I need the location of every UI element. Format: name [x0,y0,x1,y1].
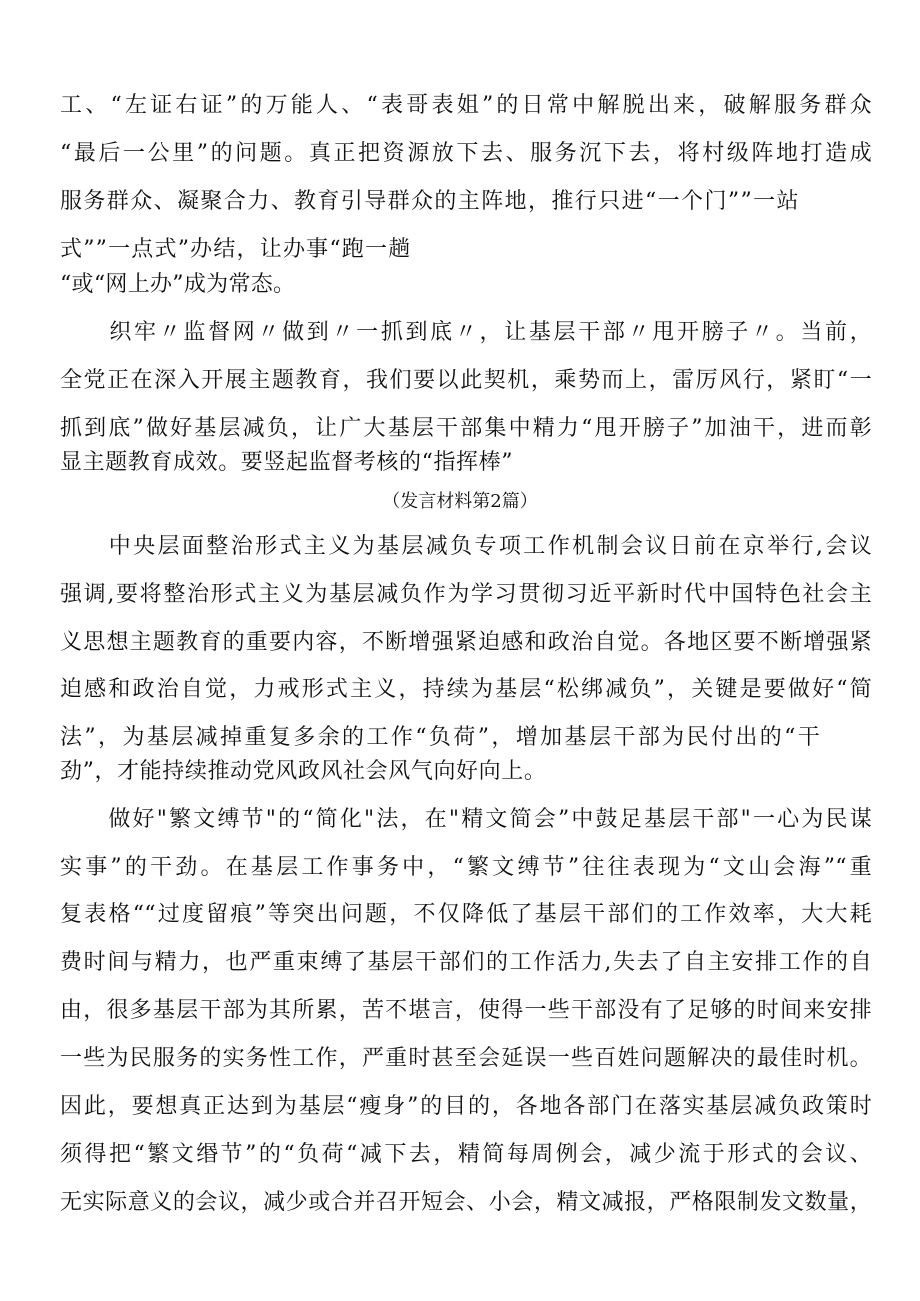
text-line: 由，很多基层干部为其所累，苦不堪言，使得一些干部没有了足够的时间来安排 [60,998,872,1023]
text-line: 全党正在深入开展主题教育，我们要以此契机，乘势而上，雷厉风行，紧盯“一 [60,368,872,393]
text-line: 显主题教育成效。要竖起监督考核的“指挥棒” [60,450,514,475]
section-caption: （发言材料第2篇） [382,491,538,512]
text-line: 须得把“繁文缗节”的“负荷“减下去，精简每周例会，减少流于形式的会议、 [60,1142,872,1167]
text-line: 义思想主题教育的重要内容，不断增强紧迫感和政治自觉。各地区要不断增强紧 [60,630,872,655]
text-line: “最后一公里”的问题。真正把资源放下去、服务沉下去，将村级阵地打造成 [60,141,872,166]
text-line: 因此，要想真正达到为基层“瘦身”的目的，各地各部门在落实基层减负政策时 [60,1094,872,1119]
text-line: “或“网上办”成为常态。 [60,272,296,297]
text-line: 实事”的干劲。在基层工作事务中，“繁文缚节”往往表现为“文山会海”“重 [60,855,872,880]
text-line: 无实际意义的会议，减少或合并召开短会、小会，精文减报，严格限制发文数量， [60,1190,872,1215]
text-line: 工、“左证右证”的万能人、“表哥表姐”的日常中解脱出来，破解服务群众 [60,93,872,118]
text-line: 织牢〃监督网〃做到〃一抓到底〃，让基层干部〃甩开膀子〃。当前， [60,320,872,345]
text-line: 强调,要将整治形式主义为基层减负作为学习贯彻习近平新时代中国特色社会主 [60,582,872,607]
text-line: 复表格““过度留痕”等突出问题，不仅降低了基层干部们的工作效率，大大耗 [60,902,872,927]
text-line: 做好"繁文缚节"的“简化"法，在"精文简会”中鼓足基层干部"一心为民谋 [60,807,872,832]
text-line: 迫感和政治自觉，力戒形式主义，持续为基层“松绑减负”，关键是要做好“简 [60,677,872,702]
text-line: 劲”，才能持续推动党风政风社会风气向好向上。 [60,759,547,784]
text-line: 费时间与精力，也严重束缚了基层干部们的工作活力,失去了自主安排工作的自 [60,950,872,975]
text-line: 抓到底”做好基层减负，让广大基层干部集中精力“甩开膀子”加油干，进而彰 [60,416,872,441]
text-line: 式””一点式”办结，让办事“跑一趟 [60,237,412,262]
text-line: 法”，为基层减掉重复多余的工作“负荷”，增加基层干部为民付出的“干 [60,725,823,750]
text-line: 一些为民服务的实务性工作，严重时甚至会延误一些百姓问题解决的最佳时机。 [60,1046,872,1071]
text-line: 服务群众、凝聚合力、教育引导群众的主阵地，推行只进“一个门””一站 [60,189,800,214]
text-line: 中央层面整治形式主义为基层减负专项工作机制会议日前在京举行,会议 [60,534,872,559]
